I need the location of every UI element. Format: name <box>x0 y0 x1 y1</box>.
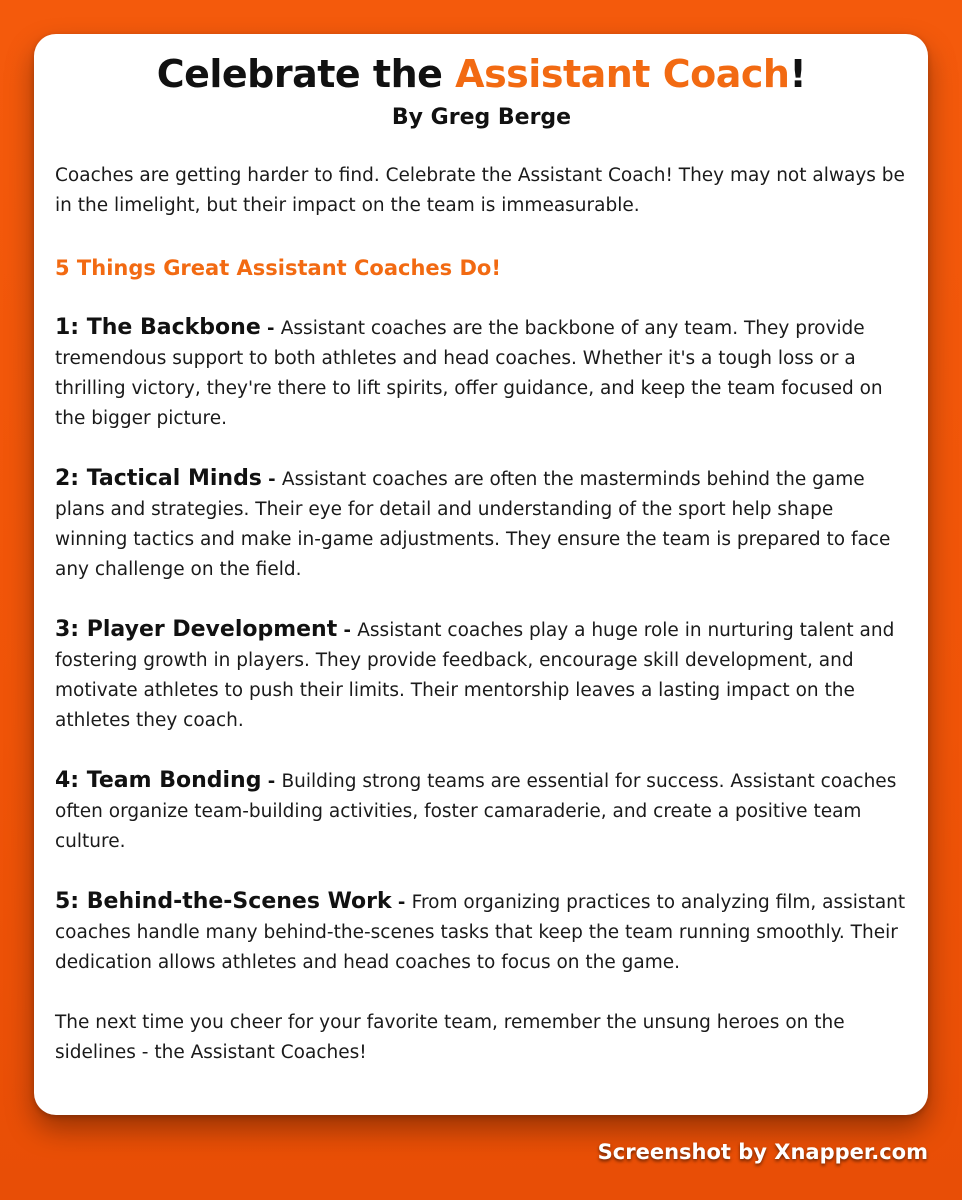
list-item-5 <box>55 887 908 978</box>
item-title: 4: Team Bonding <box>55 768 262 793</box>
outro-paragraph: The next time you cheer for your favorite team, remember the unsung heroes on the sidelines - the Assistant Coaches! <box>55 1012 845 1063</box>
watermark-text: Screenshot by Xnapper.com <box>597 1140 928 1164</box>
list-item-3 <box>55 615 908 736</box>
section-heading: 5 Things Great Assistant Coaches Do! <box>55 256 501 280</box>
title-prefix: Celebrate the <box>156 52 456 96</box>
item-title: 5: Behind-the-Scenes Work <box>55 889 392 914</box>
item-title: 1: The Backbone <box>55 315 261 340</box>
item-title: 2: Tactical Minds <box>55 466 262 491</box>
title-suffix: ! <box>789 52 807 96</box>
intro-paragraph: Coaches are getting harder to find. Celebrate the Assistant Coach! They may not always be in the limelight, but their impact on the team is immeasurable. <box>55 165 905 216</box>
item-body: Assistant coaches are the backbone of any team. They provide tremendous support to both athletes and head coaches. Whether it's a tough loss or a thrilling victory, they're there to lift spirits, offer guidance, and keep the team focused on the bigger picture. <box>55 318 883 429</box>
item-title: 3: Player Development <box>55 617 338 642</box>
article-title <box>55 49 908 99</box>
item-separator: - <box>261 771 282 792</box>
item-separator: - <box>337 620 358 641</box>
item-separator: - <box>260 318 281 339</box>
item-body: Assistant coaches play a huge role in nurturing talent and fostering growth in players. They provide feedback, encourage skill development, and motivate athletes to push their limits. Their mentorship leaves a lasting impact on the athletes they coach. <box>55 620 895 731</box>
list-item-2 <box>55 464 908 585</box>
article-card <box>34 34 928 1115</box>
title-accent: Assistant Coach <box>455 52 790 96</box>
item-separator: - <box>261 469 282 490</box>
item-body: Assistant coaches are often the masterminds behind the game plans and strategies. Their eye for detail and understanding of the sport help shape winning tactics and make in-game adjustments. They ensure the team is prepared to face any challenge on the field. <box>55 469 891 580</box>
item-body: From organizing practices to analyzing film, assistant coaches handle many behind-the-scenes tasks that keep the team running smoothly. Their dedication allows athletes and head coaches to focus on the game. <box>55 892 906 973</box>
item-body: Building strong teams are essential for success. Assistant coaches often organize team-building activities, foster camaraderie, and create a positive team culture. <box>55 771 897 852</box>
byline: By Greg Berge <box>391 105 572 130</box>
list-item-4 <box>55 766 908 857</box>
item-separator: - <box>391 892 412 913</box>
list-item-1 <box>55 313 908 434</box>
